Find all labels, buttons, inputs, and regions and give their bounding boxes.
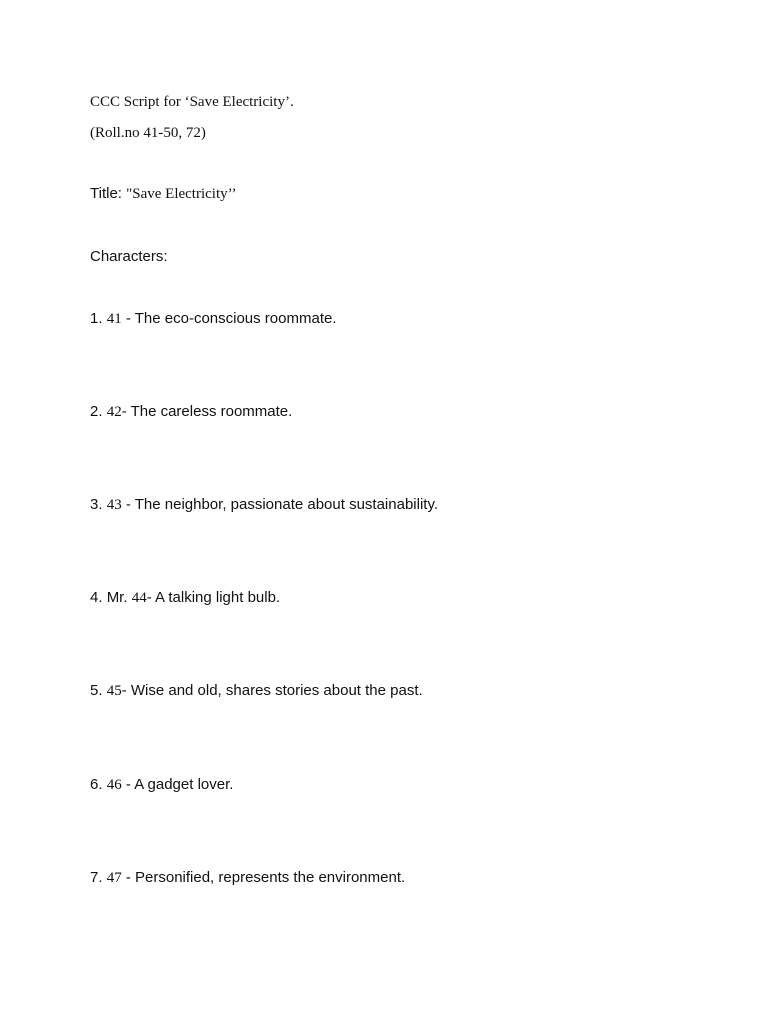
character-number: 47 — [106, 870, 122, 886]
character-number: 45 — [106, 683, 122, 699]
characters-heading: Characters: — [90, 248, 168, 265]
character-index: 5. — [90, 682, 107, 699]
title-value: "Save Electricity’’ — [126, 186, 237, 202]
character-number: 44 — [131, 590, 147, 606]
character-item-1 — [90, 309, 337, 329]
script-heading: CCC Script for ‘Save Electricity’. — [90, 94, 294, 110]
character-item-4 — [90, 588, 280, 608]
character-description: - A gadget lover. — [121, 776, 234, 793]
character-number: 43 — [106, 497, 122, 513]
character-description: - The neighbor, passionate about sustainability. — [121, 496, 439, 513]
character-number: 46 — [106, 777, 122, 793]
title-line — [90, 184, 237, 204]
character-number: 42 — [106, 404, 122, 420]
character-description: - The eco-conscious roommate. — [121, 310, 337, 327]
title-label: Title: — [90, 185, 127, 202]
character-prefix: Mr. — [106, 589, 132, 606]
character-index: 1. — [90, 310, 107, 327]
character-description: - The careless roommate. — [121, 403, 293, 420]
character-item-2 — [90, 402, 292, 422]
roll-numbers: (Roll.no 41-50, 72) — [90, 125, 206, 141]
character-index: 4. — [90, 589, 107, 606]
character-description: - Wise and old, shares stories about the past. — [121, 682, 423, 699]
character-item-7 — [90, 868, 405, 888]
character-item-6 — [90, 775, 233, 795]
character-index: 3. — [90, 496, 107, 513]
character-index: 7. — [90, 869, 107, 886]
character-description: - Personified, represents the environment. — [121, 869, 406, 886]
character-item-3 — [90, 495, 438, 515]
character-index: 2. — [90, 403, 107, 420]
character-number: 41 — [106, 311, 122, 327]
character-index: 6. — [90, 776, 107, 793]
character-item-5 — [90, 681, 423, 701]
character-description: - A talking light bulb. — [146, 589, 281, 606]
